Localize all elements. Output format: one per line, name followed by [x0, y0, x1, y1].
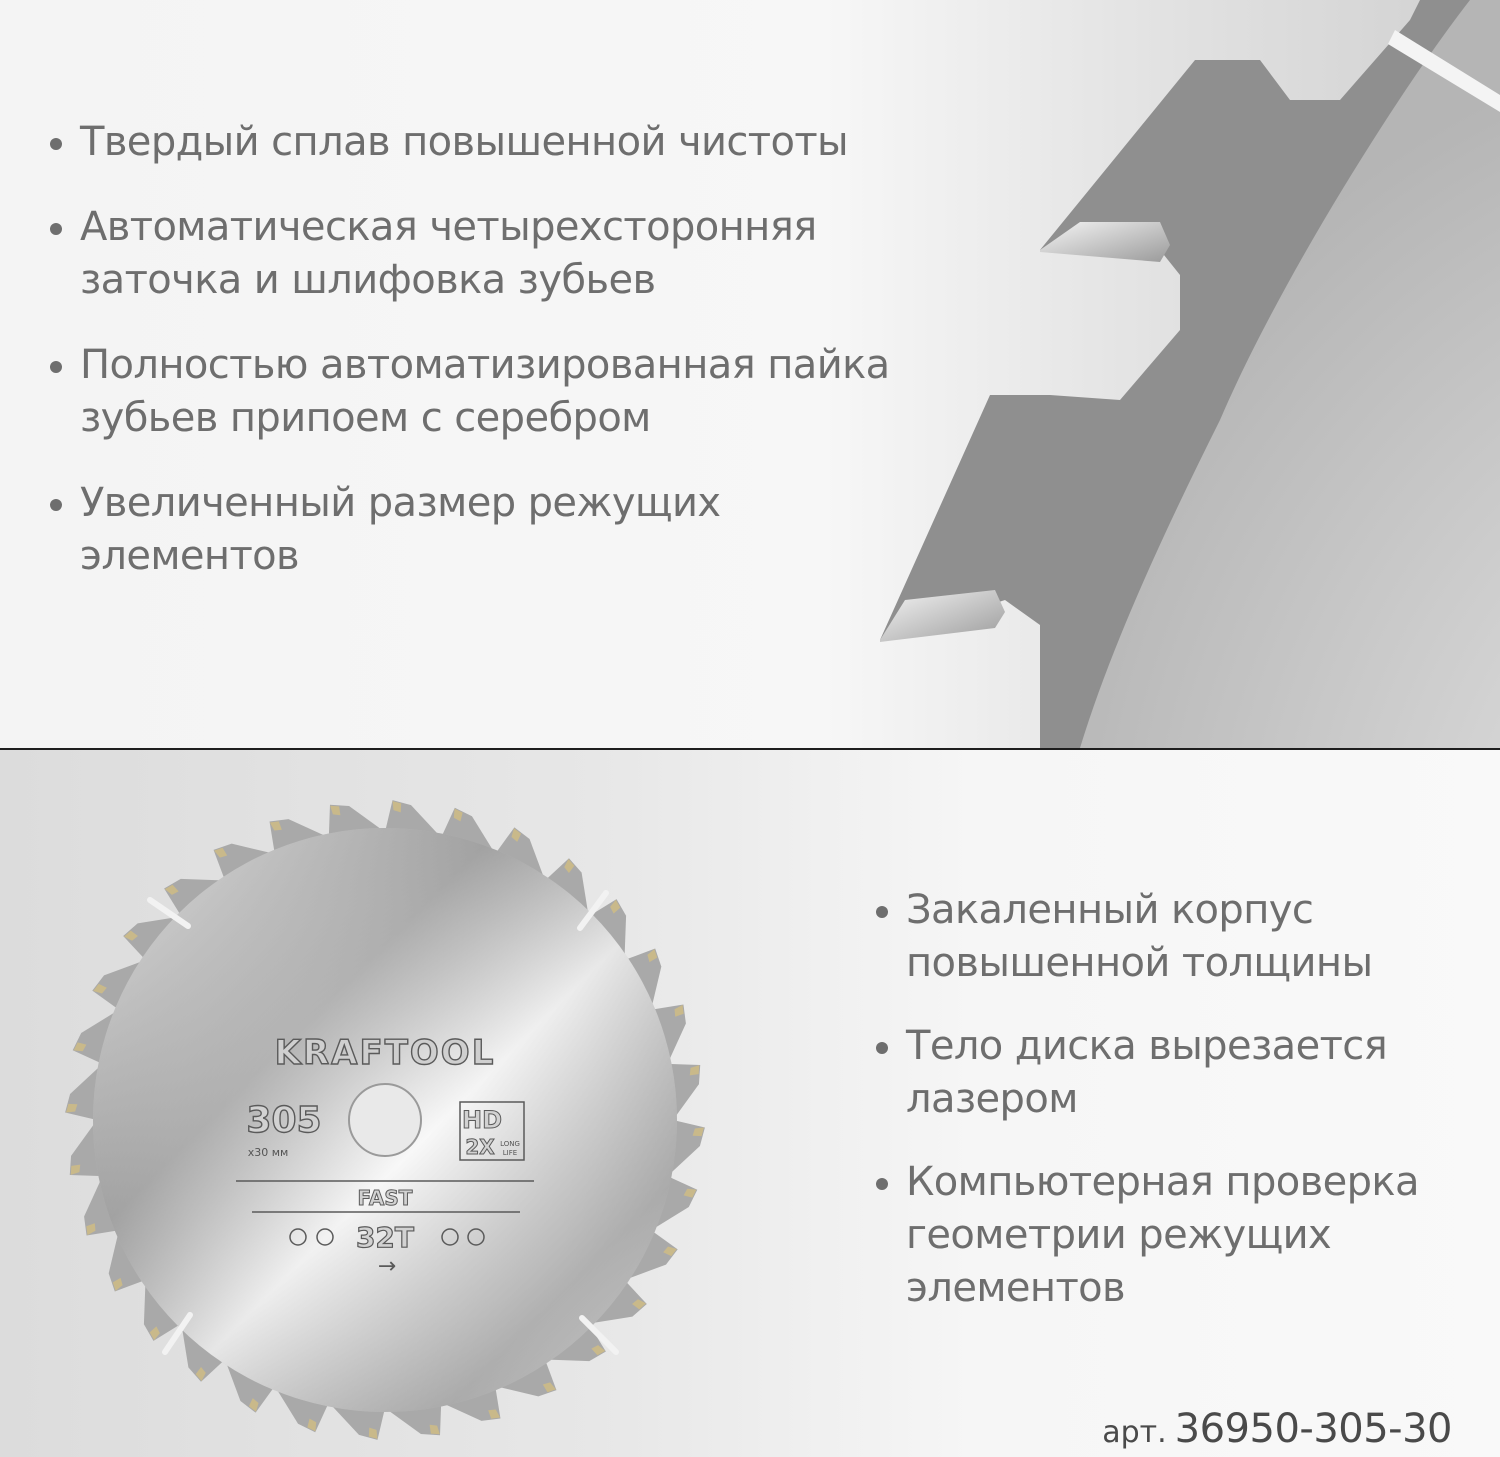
teeth-count: 32T	[355, 1221, 415, 1254]
bullet-icon	[50, 361, 62, 373]
feature-item: Твердый сплав повышенной чистоты	[46, 116, 906, 169]
bullet-icon	[50, 499, 62, 511]
bullet-icon	[50, 138, 62, 150]
arbor-hole	[349, 1084, 421, 1156]
long-life-text-2: LIFE	[502, 1149, 518, 1157]
direction-arrow-icon: →	[377, 1254, 397, 1279]
feature-item: Увеличенный размер режущих элементов	[46, 477, 906, 583]
article-code: 36950-305-30	[1174, 1406, 1452, 1452]
long-life-mark: 2X	[465, 1135, 495, 1159]
bullet-icon	[876, 906, 888, 918]
feature-item: Автоматическая четырехсторонняя заточка и шлифовка зубьев	[46, 201, 906, 307]
bullet-icon	[876, 1042, 888, 1054]
feature-item: Закаленный корпус повышенной толщины	[872, 884, 1472, 990]
long-life-text-1: LONG	[500, 1140, 520, 1148]
bullet-icon	[876, 1178, 888, 1190]
bottom-feature-list	[872, 884, 1472, 1345]
brand-logo: KRAFTOOL	[274, 1033, 496, 1073]
article-number	[1102, 1406, 1452, 1452]
saw-blade-image	[0, 750, 800, 1457]
series-label: FAST	[357, 1186, 413, 1210]
article-prefix: арт.	[1102, 1415, 1167, 1450]
feature-item: Тело диска вырезается лазером	[872, 1020, 1472, 1126]
bullet-icon	[50, 223, 62, 235]
top-feature-list	[46, 116, 906, 615]
feature-item: Компьютерная проверка геометрии режущих элементов	[872, 1156, 1472, 1315]
blade-diameter: 305	[246, 1100, 322, 1141]
bore-size: x30 мм	[247, 1146, 289, 1159]
hd-label: HD	[461, 1106, 503, 1134]
feature-item: Полностью автоматизированная пайка зубьев припоем с серебром	[46, 339, 906, 445]
